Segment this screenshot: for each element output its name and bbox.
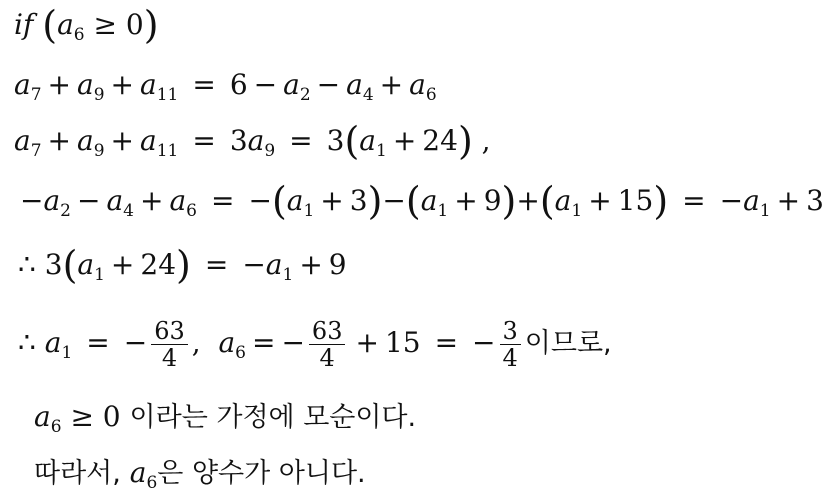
equation-line-6: ∴ $a_1$ = − $\frac{63}{4}$ , $a_6$ = − $\frac{63}{4}$ + 15 = − $\frac{3}{4}$ 이므로,	[18, 317, 612, 372]
fraction-2: $\frac{63}{4}$	[309, 318, 346, 371]
equation-line-4: $-a_2 - a_4 + a_6 = -(a_1 + 3)-(a_1 + 9)+(a_1 + 15) = -a_1 + 3$	[20, 179, 824, 223]
condition-line: if $(a_6 \ge 0)$	[14, 3, 159, 47]
equation-line-5: ∴ $3(a_1 + 24) = -a_1 + 9$	[18, 243, 347, 287]
fraction-1: $\frac{63}{4}$	[151, 318, 188, 371]
equation-line-2: $a_7 + a_9 + a_{11} = 6 - a_2 - a_4 + a_6$	[14, 68, 437, 105]
fraction-3: $\frac{3}{4}$	[500, 318, 521, 371]
contradiction-line: $a_6 \ge 0$ 이라는 가정에 모순이다.	[34, 400, 417, 437]
equation-line-3: $a_7 + a_9 + a_{11} = 3a_9 = 3(a_1 + 24)$ ,	[14, 119, 491, 163]
if-keyword: if	[14, 8, 34, 41]
therefore-symbol: ∴	[18, 248, 36, 281]
therefore-symbol: ∴	[18, 326, 36, 359]
conclusion-line: 따라서, $a_6$은 양수가 아니다.	[34, 456, 366, 493]
